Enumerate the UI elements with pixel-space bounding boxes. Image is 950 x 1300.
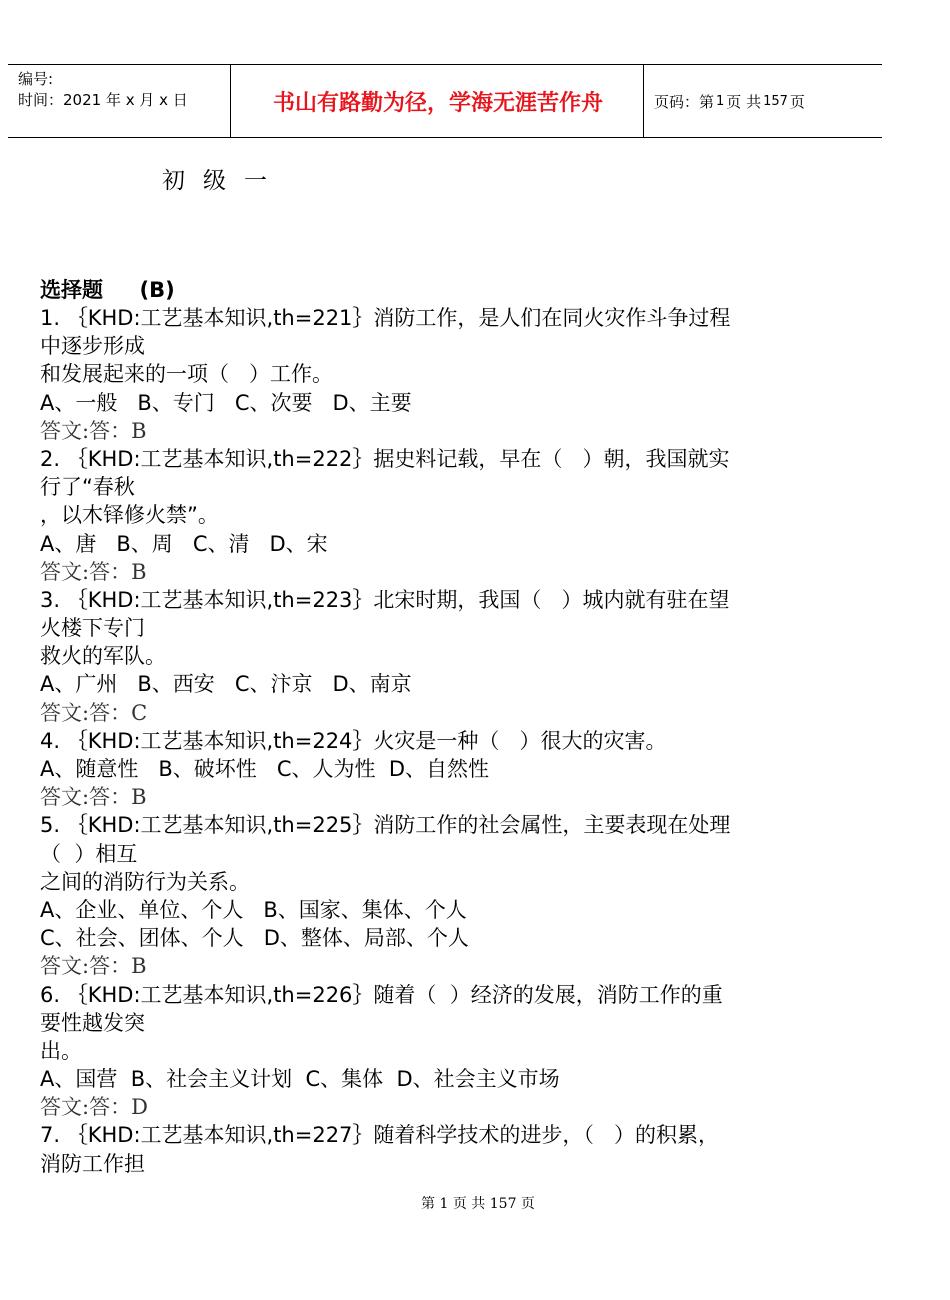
options-line: C、社会、团体、个人 D、整体、局部、个人 (40, 926, 469, 951)
question-line: 出。 (40, 1038, 82, 1063)
date-label: 时间：2021 年 x 月 x 日 (18, 91, 188, 109)
answer-line: 答文:答：B (40, 954, 147, 979)
question-lines (40, 304, 860, 1178)
question-line: 要性越发突 (40, 1010, 145, 1035)
section-heading: 选择题 (B) (40, 278, 175, 302)
question-line: 3. ｛KHD:工艺基本知识,th=223｝北宋时期，我国（ ）城内就有驻在望 (40, 587, 730, 612)
level-title: 初级一 (162, 168, 285, 194)
page-suffix: 页 (789, 92, 805, 111)
options-line: A、一般 B、专门 C、次要 D、主要 (40, 390, 412, 415)
question-line: 之间的消防行为关系。 (40, 869, 250, 894)
question-line: 和发展起来的一项（ ）工作。 (40, 362, 334, 387)
question-line: 救火的军队。 (40, 644, 166, 669)
options-line: A、国营 B、社会主义计划 C、集体 D、社会主义市场 (40, 1067, 560, 1092)
header-divider-left (230, 65, 231, 137)
header-motto: 书山有路勤为径，学海无涯苦作舟 (272, 89, 603, 116)
question-line: 1. ｛KHD:工艺基本知识,th=221｝消防工作，是人们在同火灾作斗争过程 (40, 306, 731, 330)
options-line: A、随意性 B、破坏性 C、人为性 D、自然性 (40, 757, 490, 781)
serial-number-label: 编号: (18, 70, 54, 88)
answer-line: 答文:答：B (40, 559, 147, 584)
page-total: 157 (763, 93, 788, 109)
options-line: A、广州 B、西安 C、汴京 D、南京 (40, 672, 412, 697)
page-mid: 页 共 (726, 92, 762, 111)
page-footer: 第 1 页 共 157 页 (421, 1196, 535, 1212)
page-number: 1 (716, 93, 725, 109)
question-line: 行了“春秋 (40, 475, 135, 500)
question-line: 4. ｛KHD:工艺基本知识,th=224｝火灾是一种（ ）很大的灾害。 (40, 728, 667, 753)
question-line: 中逐步形成 (40, 334, 145, 359)
options-line: A、企业、单位、个人 B、国家、集体、个人 (40, 897, 467, 922)
question-line: （ ）相互 (40, 841, 138, 866)
header-meta (18, 69, 188, 111)
page-prefix: 页码：第 (654, 92, 715, 111)
header-divider-right (643, 65, 644, 137)
options-line: A、唐 B、周 C、清 D、宋 (40, 531, 328, 556)
page-header (8, 64, 882, 138)
question-line: ，以木铎修火禁”。 (40, 503, 219, 528)
question-content (40, 276, 860, 1178)
answer-line: 答文:答：B (40, 785, 147, 810)
question-line: 7. ｛KHD:工艺基本知识,th=227｝随着科学技术的进步，（ ）的积累， (40, 1123, 719, 1148)
question-line: 消防工作担 (40, 1151, 145, 1176)
answer-line: 答文:答：C (40, 700, 148, 725)
question-line: 2. ｛KHD:工艺基本知识,th=222｝据史料记载，早在（ ）朝，我国就实 (40, 446, 730, 471)
question-line: 6. ｛KHD:工艺基本知识,th=226｝随着（ ）经济的发展，消防工作的重 (40, 982, 723, 1007)
question-line: 火楼下专门 (40, 616, 145, 641)
header-page-indicator (654, 65, 805, 137)
question-line: 5. ｛KHD:工艺基本知识,th=225｝消防工作的社会属性，主要表现在处理 (40, 813, 731, 838)
answer-line: 答文:答：D (40, 1095, 148, 1120)
answer-line: 答文:答：B (40, 418, 147, 443)
